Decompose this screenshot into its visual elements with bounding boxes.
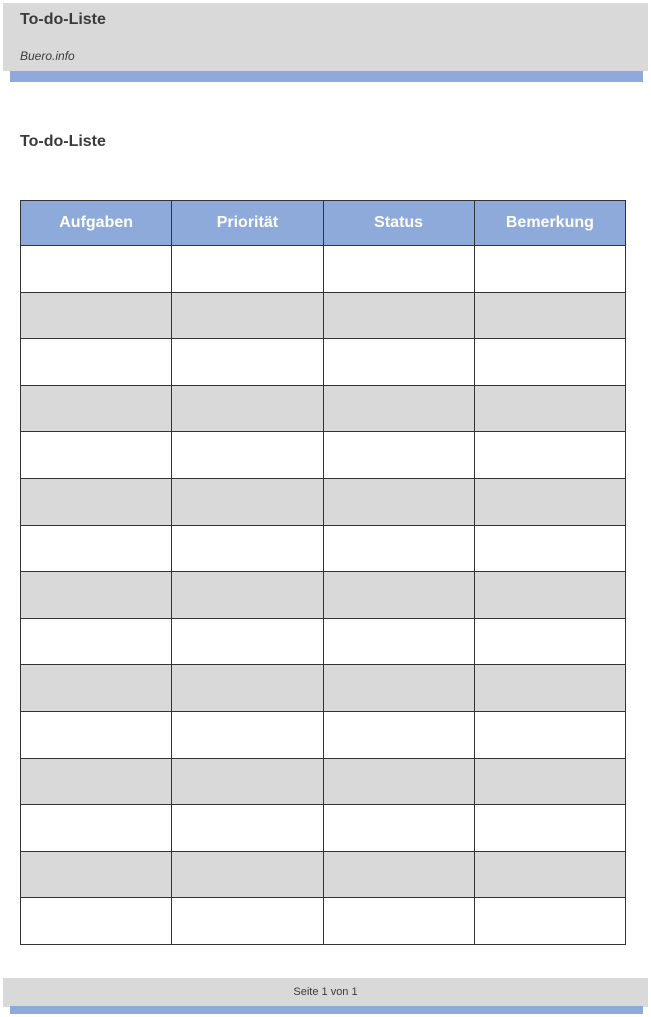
table-cell[interactable]: [21, 805, 172, 852]
table-cell[interactable]: [172, 478, 323, 525]
table-cell[interactable]: [21, 851, 172, 898]
table-row: [21, 246, 626, 293]
page-header: [3, 3, 648, 71]
table-cell[interactable]: [172, 246, 323, 293]
table-cell[interactable]: [172, 432, 323, 479]
page-number: Seite 1 von 1: [293, 986, 358, 998]
table-cell[interactable]: [21, 432, 172, 479]
table-cell[interactable]: [323, 898, 474, 945]
table-row: [21, 292, 626, 339]
header-title: To-do-Liste: [20, 11, 106, 28]
column-header-prioritaet: Priorität: [172, 201, 323, 246]
table-cell[interactable]: [21, 665, 172, 712]
table-cell[interactable]: [21, 618, 172, 665]
table-cell[interactable]: [474, 339, 625, 386]
table-cell[interactable]: [474, 851, 625, 898]
table-row: [21, 478, 626, 525]
table-cell[interactable]: [172, 618, 323, 665]
table-cell[interactable]: [323, 711, 474, 758]
table-cell[interactable]: [474, 525, 625, 572]
table-cell[interactable]: [172, 292, 323, 339]
table-cell[interactable]: [474, 572, 625, 619]
table-cell[interactable]: [323, 292, 474, 339]
table-cell[interactable]: [21, 478, 172, 525]
table-cell[interactable]: [474, 665, 625, 712]
table-cell[interactable]: [21, 292, 172, 339]
table-cell[interactable]: [323, 805, 474, 852]
table-row: [21, 572, 626, 619]
table-row: [21, 898, 626, 945]
table-header-row: [21, 201, 626, 246]
page-footer: [3, 978, 648, 1007]
table-row: [21, 851, 626, 898]
table-cell[interactable]: [172, 758, 323, 805]
footer-accent-bar: [10, 1006, 643, 1014]
table-cell[interactable]: [172, 851, 323, 898]
table-row: [21, 758, 626, 805]
table-row: [21, 385, 626, 432]
table-cell[interactable]: [323, 851, 474, 898]
table-row: [21, 432, 626, 479]
todo-table: [20, 200, 626, 945]
table-cell[interactable]: [172, 711, 323, 758]
table-cell[interactable]: [323, 665, 474, 712]
table-cell[interactable]: [172, 339, 323, 386]
table-cell[interactable]: [323, 339, 474, 386]
table-cell[interactable]: [323, 432, 474, 479]
table-cell[interactable]: [172, 525, 323, 572]
document-title: To-do-Liste: [20, 133, 106, 150]
table-cell[interactable]: [474, 758, 625, 805]
header-subtitle: Buero.info: [20, 49, 75, 63]
table-cell[interactable]: [172, 805, 323, 852]
table-cell[interactable]: [172, 385, 323, 432]
table-cell[interactable]: [21, 572, 172, 619]
table-cell[interactable]: [474, 711, 625, 758]
table-cell[interactable]: [474, 618, 625, 665]
table-cell[interactable]: [323, 758, 474, 805]
column-header-aufgaben: Aufgaben: [21, 201, 172, 246]
table-cell[interactable]: [323, 618, 474, 665]
table-cell[interactable]: [474, 385, 625, 432]
table-cell[interactable]: [21, 339, 172, 386]
table-cell[interactable]: [21, 525, 172, 572]
table-row: [21, 525, 626, 572]
column-header-bemerkung: Bemerkung: [474, 201, 625, 246]
table-row: [21, 711, 626, 758]
table-cell[interactable]: [474, 805, 625, 852]
table-cell[interactable]: [474, 478, 625, 525]
table-cell[interactable]: [323, 572, 474, 619]
table-cell[interactable]: [172, 665, 323, 712]
table-cell[interactable]: [323, 478, 474, 525]
table-row: [21, 805, 626, 852]
table-cell[interactable]: [21, 758, 172, 805]
table-cell[interactable]: [323, 246, 474, 293]
table-cell[interactable]: [21, 898, 172, 945]
table-cell[interactable]: [21, 385, 172, 432]
table-cell[interactable]: [323, 525, 474, 572]
table-cell[interactable]: [172, 898, 323, 945]
table-body: [21, 246, 626, 945]
table-cell[interactable]: [172, 572, 323, 619]
table-cell[interactable]: [21, 246, 172, 293]
table-cell[interactable]: [474, 246, 625, 293]
table-cell[interactable]: [474, 292, 625, 339]
table-row: [21, 339, 626, 386]
header-accent-bar: [10, 71, 643, 82]
table-row: [21, 618, 626, 665]
column-header-status: Status: [323, 201, 474, 246]
table-cell[interactable]: [474, 898, 625, 945]
table-cell[interactable]: [323, 385, 474, 432]
table-row: [21, 665, 626, 712]
table-cell[interactable]: [474, 432, 625, 479]
table-cell[interactable]: [21, 711, 172, 758]
